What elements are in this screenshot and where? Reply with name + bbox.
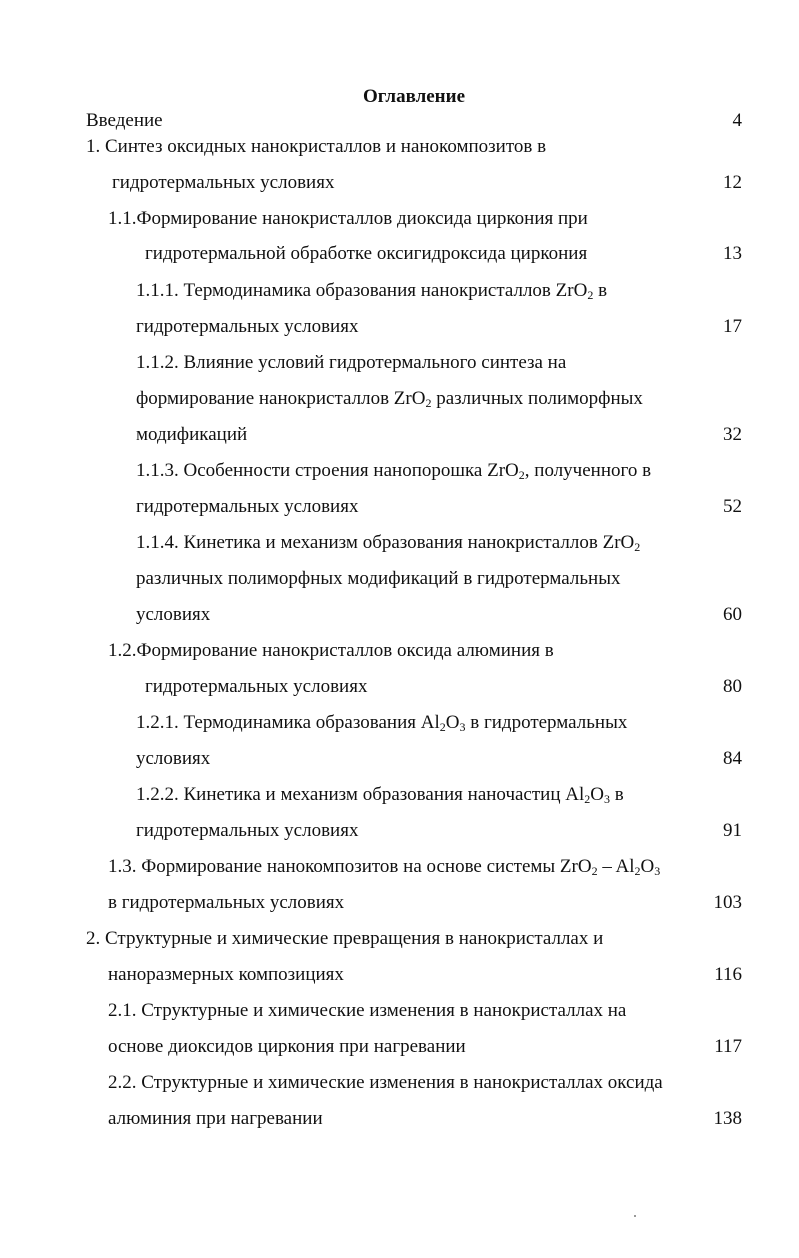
toc-entry: 1.2.1. Термодинамика образования $Al_2O_3$ в гидротермальных: [136, 712, 628, 734]
toc-entry: условиях: [136, 748, 211, 769]
toc-page-number: 17: [723, 316, 742, 337]
toc-entry: гидротермальных условиях: [136, 496, 359, 517]
scan-speck: [634, 1215, 636, 1217]
toc-page-number: 138: [713, 1108, 742, 1129]
toc-entry: 1.2.2. Кинетика и механизм образования наночастиц $Al_2O_3$ в: [136, 784, 624, 806]
toc-entry: различных полиморфных модификаций в гидротермальных: [136, 568, 621, 589]
toc-entry: наноразмерных композициях: [108, 964, 344, 985]
toc-page-number: 80: [723, 676, 742, 697]
toc-page-number: 116: [714, 964, 742, 985]
toc-entry: 1.1.2. Влияние условий гидротермального синтеза на: [136, 352, 567, 373]
toc-entry: гидротермальных условиях: [145, 676, 368, 697]
toc-page-number: 32: [723, 424, 742, 445]
toc-entry: 1.2.Формирование нанокристаллов оксида алюминия в: [108, 640, 554, 661]
page-title: Оглавление: [362, 86, 466, 107]
toc-entry: 1.1.1. Термодинамика образования нанокристаллов ZrO$_2$ в: [136, 280, 608, 302]
toc-page-number: 103: [713, 892, 742, 913]
toc-entry: гидротермальных условиях: [112, 172, 335, 193]
toc-page-number: 91: [723, 820, 742, 841]
toc-entry: 2. Структурные и химические превращения в нанокристаллах и: [86, 928, 604, 949]
toc-page-number: 84: [723, 748, 742, 769]
toc-entry: 2.2. Структурные и химические изменения в нанокристаллах оксида: [108, 1072, 663, 1093]
toc-page-number: 52: [723, 496, 742, 517]
toc-entry: в гидротермальных условиях: [108, 892, 345, 913]
toc-entry: Введение: [86, 110, 163, 131]
toc-page-number: 60: [723, 604, 742, 625]
toc-entry: 1. Синтез оксидных нанокристаллов и нанокомпозитов в: [86, 136, 547, 157]
toc-entry: гидротермальных условиях: [136, 316, 359, 337]
toc-entry: 1.1.3. Особенности строения нанопорошка ZrO$_2$, полученного в: [136, 460, 652, 482]
toc-entry: 1.1.Формирование нанокристаллов диоксида циркония при: [108, 208, 588, 229]
toc-entry: алюминия при нагревании: [108, 1108, 323, 1129]
toc-entry: 1.3. Формирование нанокомпозитов на основе системы $ZrO_2 - Al_2O_3$: [108, 856, 661, 878]
toc-entry: 1.1.4. Кинетика и механизм образования нанокристаллов ZrO$_2$: [136, 532, 641, 554]
toc-entry: 2.1. Структурные и химические изменения в нанокристаллах на: [108, 1000, 627, 1021]
toc-entry: гидротермальной обработке оксигидроксида циркония: [145, 243, 588, 264]
toc-page-number: 4: [732, 110, 742, 131]
toc-entry: основе диоксидов циркония при нагревании: [108, 1036, 466, 1057]
toc-page-number: 12: [723, 172, 742, 193]
toc-entry: модификаций: [136, 424, 248, 445]
toc-page-number: 117: [714, 1036, 742, 1057]
toc-page-number: 13: [723, 243, 742, 264]
toc-entry: гидротермальных условиях: [136, 820, 359, 841]
toc-entry: формирование нанокристаллов ZrO$_2$ различных полиморфных: [136, 388, 643, 410]
toc-entry: условиях: [136, 604, 211, 625]
